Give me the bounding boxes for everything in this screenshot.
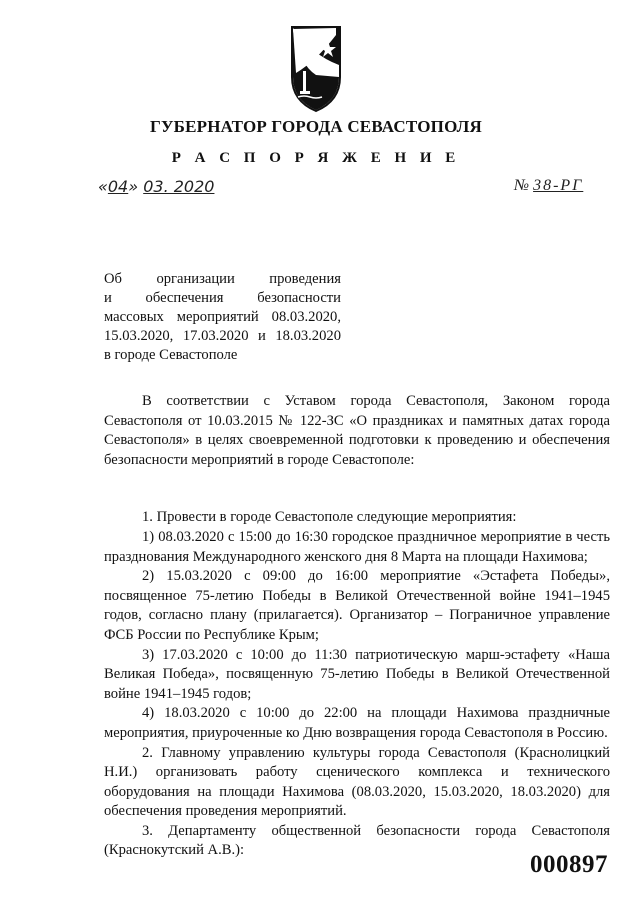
paragraph-2: 2. Главному управлению культуры города Севастополя (Краснолицкий Н.И.) организовать работу сценического комплекса и технического оборудования на площади Нахимова (08.03.2020, 15.03.2020, 18.03.2020) для обеспечения проведения мероприятий. (104, 744, 610, 820)
preamble-paragraph: В соответствии с Уставом города Севастополя, Законом города Севастополя от 10.03.2015 № 122-ЗС «О праздниках и памятных датах города Севастополя» в целях своевременной подготовки к проведению и обеспечения безопасности мероприятий в городе Севастополе: (104, 393, 610, 468)
paragraph-1-item-2: 2) 15.03.2020 с 09:00 до 16:00 мероприятие «Эстафета Победы», посвященное 75-летию Победы в Великой Отечественной войне 1941–1945 годов, согласно плану (прилагается). Организатор – Пограничное управление ФСБ России по Республике Крым; (104, 568, 610, 643)
subject-line: массовых мероприятий 08.03.2020, (104, 309, 341, 325)
page-title: ГУБЕРНАТОР ГОРОДА СЕВАСТОПОЛЯ (149, 117, 482, 136)
number-prefix: № (514, 177, 530, 194)
sevastopol-coat-of-arms-icon (290, 25, 342, 113)
document-body (104, 392, 610, 861)
document-type: Р А С П О Р Я Ж Е Н И Е (171, 150, 461, 166)
date-open-quote: « (98, 177, 108, 196)
subject-line: в городе Севастополе (104, 347, 238, 363)
number-value: 38-РГ (533, 177, 584, 194)
date-close-quote: » (128, 177, 139, 196)
paragraph-1-item-1: 1) 08.03.2020 с 15:00 до 16:30 городское праздничное мероприятие в честь празднования Международного женского дня 8 Марта на площади Нахимова; (104, 528, 610, 565)
document-number (514, 177, 583, 195)
date-day: 04 (107, 177, 129, 196)
paragraph-1-item-4: 4) 18.03.2020 с 10:00 до 22:00 на площади Нахимова праздничные мероприятия, приуроченные ко Дню возвращения города Севастополя в Россию. (104, 705, 610, 741)
paragraph-1-item-3: 3) 17.03.2020 с 10:00 до 11:30 патриотическую марш-эстафету «Наша Великая Победа», посвященную 75-летию Победы в Великой Отечественной войне 1941–1945 годов; (104, 646, 610, 702)
document-serial-number: 000897 (530, 851, 608, 878)
paragraph-3: 3. Департаменту общественной безопасности города Севастополя (Краснокутский А.В.): (104, 822, 610, 859)
subject-line: Об организации проведения (104, 271, 341, 287)
document-date (98, 177, 214, 196)
paragraph-1: 1. Провести в городе Севастополе следующие мероприятия: (142, 509, 517, 526)
date-month-year: 03. 2020 (143, 177, 215, 196)
subject-line: 15.03.2020, 17.03.2020 и 18.03.2020 (104, 328, 341, 344)
document-subject (104, 270, 341, 365)
subject-line: и обеспечения безопасности (104, 290, 341, 306)
